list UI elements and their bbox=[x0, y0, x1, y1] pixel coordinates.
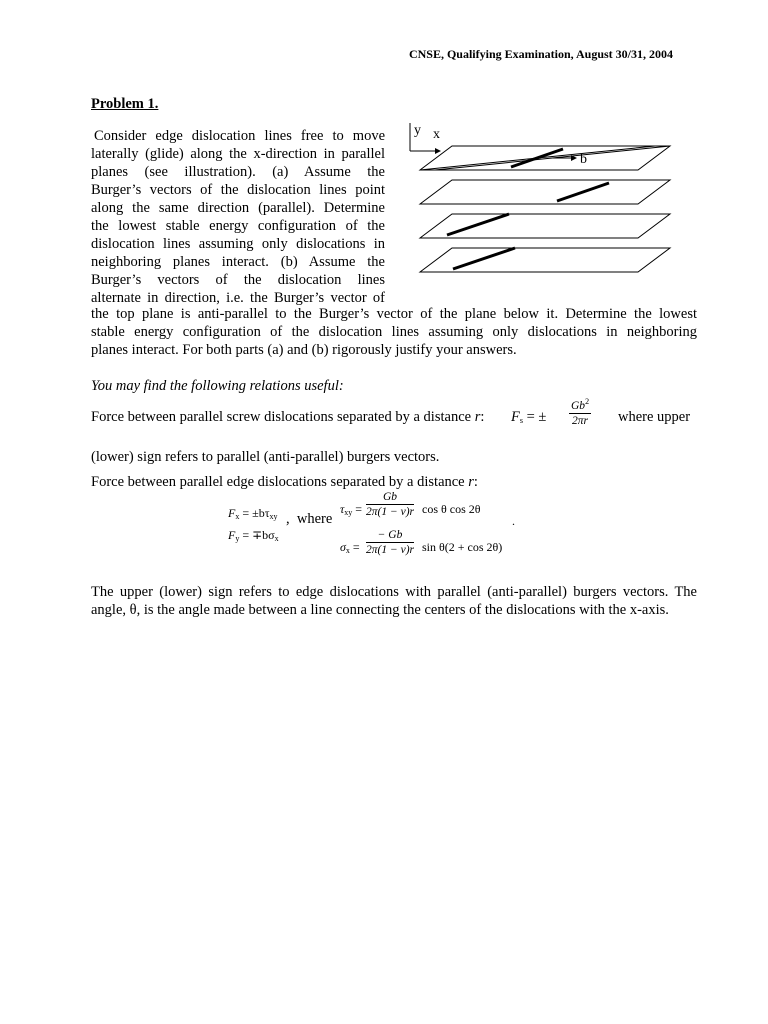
tau-fraction: $\frac{Gb}{2\pi(1 - \nu)r}$ bbox=[366, 491, 415, 518]
dislocation-line-3 bbox=[447, 214, 509, 235]
intro-line: Burger’s vectors of the dislocation lines point bbox=[91, 182, 385, 198]
fy-equation: $F_y = \mp b\sigma_x$ bbox=[228, 528, 279, 543]
screw-colon: : bbox=[480, 409, 485, 425]
fx-equation: $F_x = \pm b\tau_{xy}$ bbox=[228, 506, 278, 521]
screw-num: Gb bbox=[571, 400, 586, 412]
plane-1 bbox=[420, 146, 670, 170]
continuation-line: planes interact. For both parts (a) and (b) rigorously justify your answers. bbox=[91, 342, 517, 358]
intro-line: laterally (glide) along the x-direction in parallel bbox=[91, 146, 385, 162]
dislocation-line-4 bbox=[453, 248, 515, 269]
edge-relation-intro bbox=[91, 473, 697, 491]
intro-line: alternate in direction, i.e. the Burger’s vector of bbox=[91, 290, 385, 306]
plane-2 bbox=[420, 180, 670, 204]
axis-y-label: y bbox=[414, 123, 421, 138]
plane-3 bbox=[420, 214, 670, 238]
intro-line: Burger’s vectors of the dislocation lines bbox=[91, 272, 385, 288]
screw-lhs-sub: s bbox=[519, 416, 523, 425]
screw-suffix: where upper bbox=[618, 409, 691, 425]
problem-continuation bbox=[91, 305, 697, 359]
problem-intro-paragraph bbox=[91, 127, 385, 307]
axis-x-label: x bbox=[433, 127, 440, 142]
continuation-line: the top plane is anti-parallel to the Burger’s vector of the plane below it. Determine the lowest bbox=[91, 306, 697, 322]
intro-line: neighboring planes interact. (b) Assume the bbox=[91, 254, 385, 270]
screw-sign-note: (lower) sign refers to parallel (anti-parallel) burgers vectors. bbox=[91, 449, 440, 465]
screw-fraction bbox=[569, 395, 591, 428]
edge-prefix: Force between parallel edge dislocations separated by a distance bbox=[91, 474, 469, 490]
problem-title: Problem 1. bbox=[91, 96, 159, 112]
intro-line: the lowest stable energy configuration of the bbox=[91, 218, 385, 234]
relations-heading: You may find the following relations useful: bbox=[91, 378, 344, 394]
intro-line: planes (see illustration). (a) Assume the bbox=[91, 164, 385, 180]
screw-prefix: Force between parallel screw dislocations separated by a distance bbox=[91, 409, 475, 425]
dislocation-planes-illustration bbox=[405, 118, 675, 278]
sigma-lhs: $\sigma_x$ = bbox=[340, 540, 360, 555]
edge-var-r: r bbox=[468, 474, 474, 490]
screw-lhs: F bbox=[511, 409, 520, 425]
closing-line: angle, θ, is the angle made between a line connecting the centers of the dislocations with the x-axis. bbox=[91, 602, 669, 618]
sigma-fraction: $\frac{- Gb}{2\pi(1 - \nu)r}$ bbox=[366, 529, 415, 556]
intro-line: along the same direction (parallel). Determine bbox=[91, 200, 385, 216]
screw-den: 2πr bbox=[572, 415, 589, 427]
tau-tail: cos θ cos 2θ bbox=[422, 502, 481, 516]
sigma-tail: sin θ(2 + cos 2θ) bbox=[422, 540, 503, 554]
closing-line: The upper (lower) sign refers to edge dislocations with parallel (anti-parallel) burgers vectors. The bbox=[91, 584, 697, 600]
screw-var-r: r bbox=[474, 409, 481, 425]
intro-line: Consider edge dislocation lines free to move bbox=[94, 128, 385, 144]
dislocation-line-2 bbox=[557, 183, 609, 201]
closing-paragraph bbox=[91, 583, 697, 619]
exam-header: CNSE, Qualifying Examination, August 30/31, 2004 bbox=[408, 47, 673, 61]
screw-eq: = ± bbox=[526, 409, 547, 425]
equation-period: . bbox=[512, 514, 515, 528]
intro-line: dislocation lines assuming only dislocations in bbox=[91, 236, 385, 252]
where-text: , where bbox=[286, 511, 333, 527]
burgers-vector-label: b bbox=[580, 152, 587, 167]
tau-lhs: $\tau_{xy}$ = bbox=[340, 502, 363, 517]
screw-num-sup: 2 bbox=[585, 397, 590, 406]
edge-colon: : bbox=[473, 474, 478, 490]
continuation-line: stable energy configuration of the dislocation lines assuming only dislocations in neighboring bbox=[91, 324, 697, 340]
